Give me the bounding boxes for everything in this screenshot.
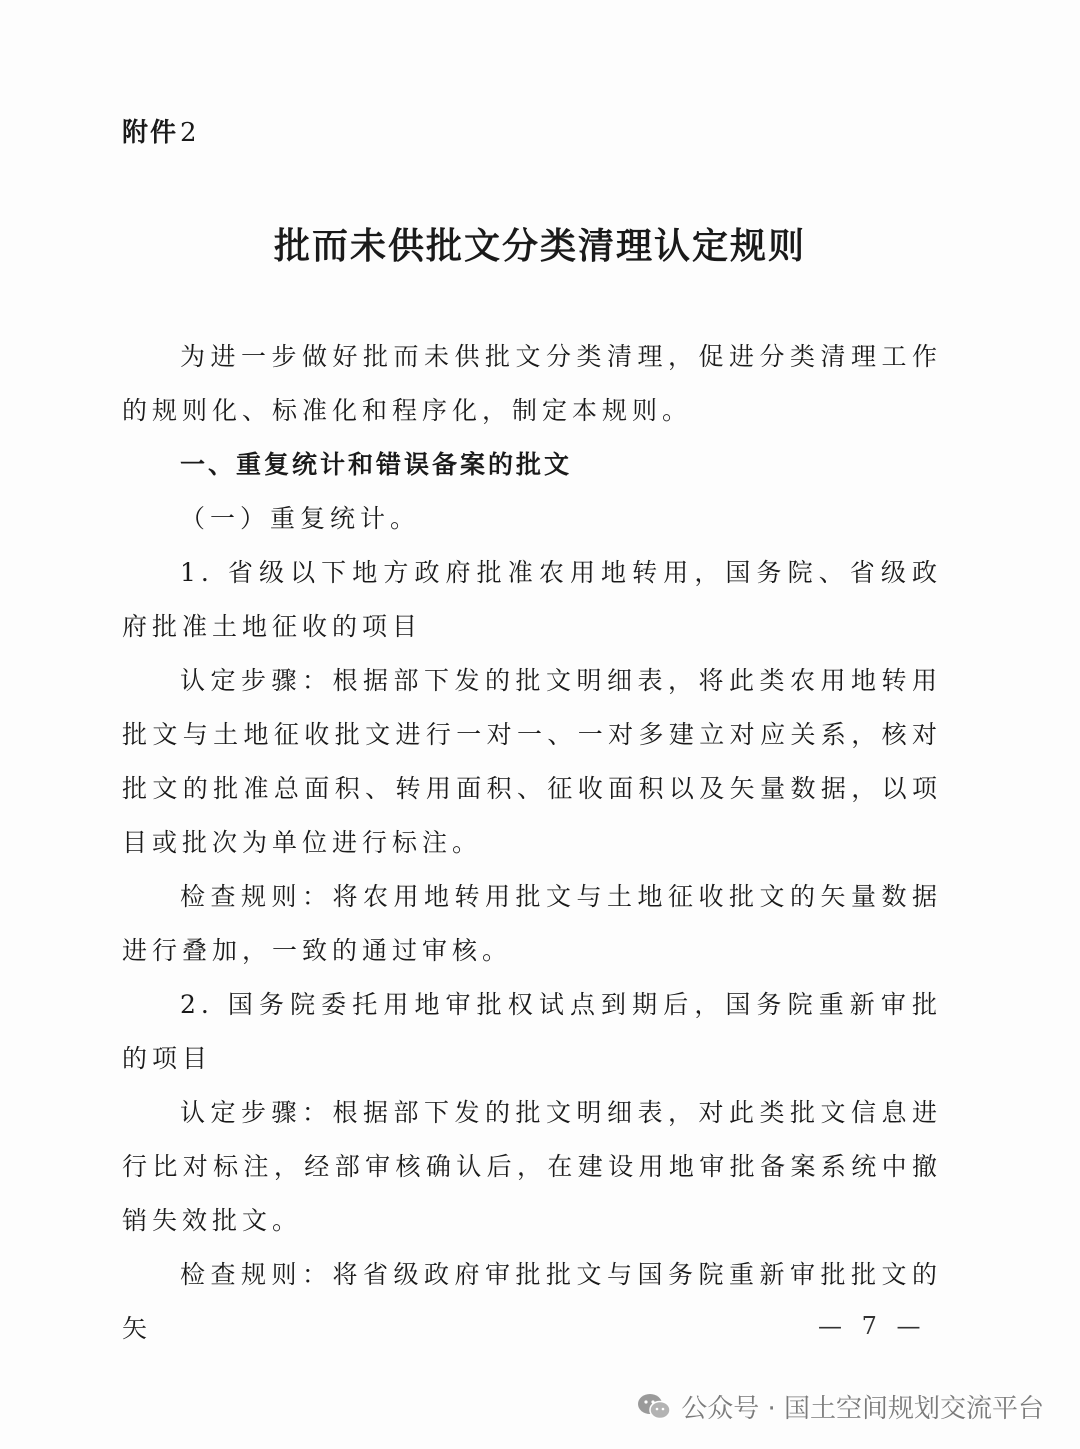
item-1-steps: 认定步骤：根据部下发的批文明细表，将此类农用地转用批文与土地征收批文进行一对一、一对多建立对应关系，核对批文的批准总面积、转用面积、征收面积以及矢量数据，以项目或批次为单位进行标注。 (122, 666, 942, 857)
item-2-check-rule: 检查规则：将省级政府审批批文与国务院重新审批批文的矢 (122, 1260, 942, 1343)
watermark-text: 公众号 · 国土空间规划交流平台 (681, 1394, 1044, 1424)
attachment-label (122, 112, 199, 149)
document-title: 批而未供批文分类清理认定规则 (273, 226, 806, 267)
subsection-heading: （一）重复统计。 (180, 504, 421, 533)
page-number: — 7 — (818, 1312, 927, 1340)
item-2-steps: 认定步骤：根据部下发的批文明细表，对此类批文信息进行比对标注，经部审核确认后，在建设用地审批备案系统中撤销失效批文。 (122, 1098, 942, 1235)
intro-paragraph: 为进一步做好批而未供批文分类清理，促进分类清理工作的规则化、标准化和程序化，制定本规则。 (122, 342, 942, 425)
attachment-number: 2 (180, 118, 199, 148)
attachment-label-text: 附件 (122, 118, 179, 148)
section-heading: 一、重复统计和错误备案的批文 (180, 450, 573, 479)
item-2-title: 2. 国务院委托用地审批权试点到期后，国务院重新审批的项目 (122, 990, 942, 1073)
item-1-check-rule: 检查规则：将农用地转用批文与土地征收批文的矢量数据进行叠加，一致的通过审核。 (122, 882, 942, 965)
document-body (122, 330, 942, 1356)
item-1-title: 1. 省级以下地方政府批准农用地转用，国务院、省级政府批准土地征收的项目 (122, 558, 942, 641)
wechat-icon (637, 1393, 671, 1421)
watermark (637, 1388, 1044, 1425)
